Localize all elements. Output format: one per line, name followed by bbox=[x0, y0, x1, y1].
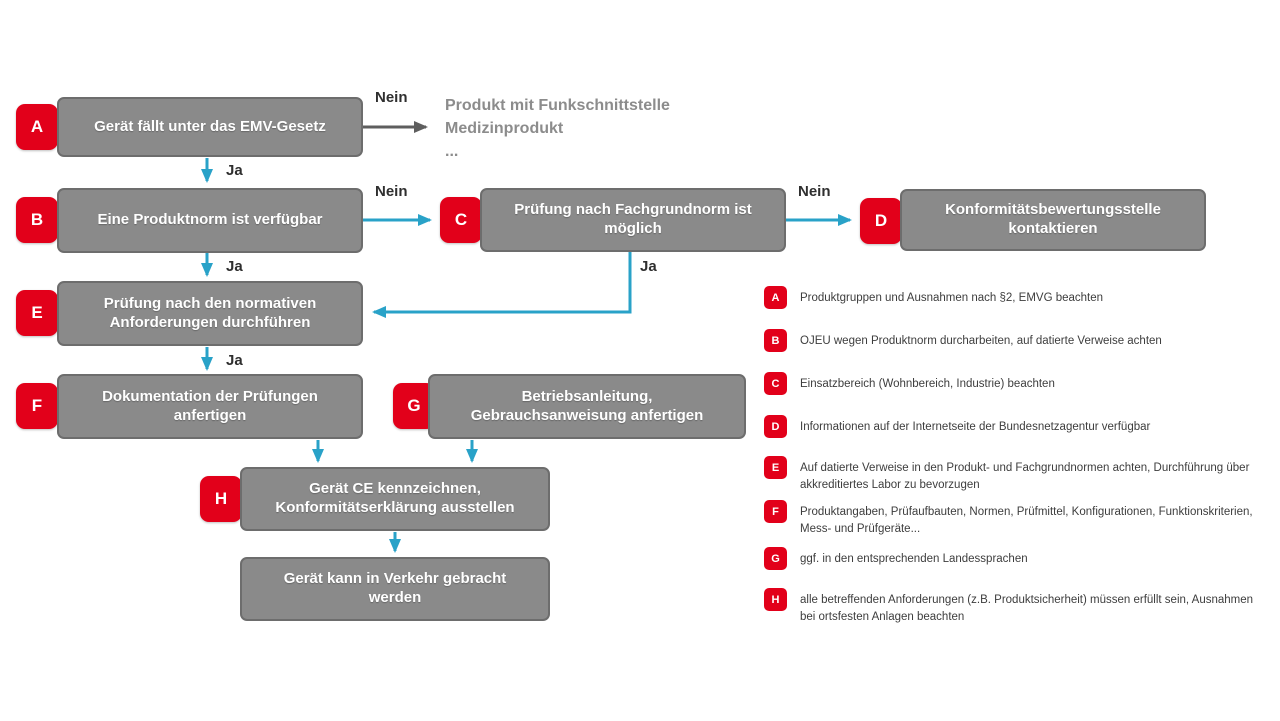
flow-node-e bbox=[57, 281, 363, 346]
legend-badge-h: H bbox=[764, 588, 787, 611]
badge-e: E bbox=[16, 290, 58, 336]
edge-label-c-ja: Ja bbox=[640, 258, 657, 275]
exit-note-line1: Produkt mit Funkschnittstelle bbox=[445, 97, 670, 114]
legend-text-h: alle betreffenden Anforderungen (z.B. Produktsicherheit) müssen erfüllt sein, Ausnahmen bei ortsfesten Anlagen beachten bbox=[800, 594, 1254, 623]
edge-label-c-nein: Nein bbox=[798, 183, 831, 200]
exit-note bbox=[445, 94, 670, 163]
flow-node-b bbox=[57, 188, 363, 253]
legend-badge-b: B bbox=[764, 329, 787, 352]
legend-text-a: Produktgruppen und Ausnahmen nach §2, EMVG beachten bbox=[800, 292, 1104, 304]
edge-label-a-nein: Nein bbox=[375, 89, 408, 106]
legend-item-f bbox=[764, 500, 1255, 537]
flow-node-e-label: Prüfung nach den normativen Anforderungen durchführen bbox=[103, 294, 317, 331]
legend-badge-d: D bbox=[764, 415, 787, 438]
flow-node-c bbox=[480, 188, 786, 252]
badge-f: F bbox=[16, 383, 58, 429]
legend-item-d bbox=[764, 415, 1150, 438]
legend-item-e bbox=[764, 456, 1255, 493]
flow-node-terminal bbox=[240, 557, 550, 621]
exit-note-line3: ... bbox=[445, 143, 459, 160]
edge-label-e-ja: Ja bbox=[226, 352, 243, 369]
legend-item-b bbox=[764, 329, 1162, 352]
flow-node-d bbox=[900, 189, 1206, 251]
legend-text-e: Auf datierte Verweise in den Produkt- und Fachgrundnormen achten, Durchführung über akkreditiertes Labor zu bevorzugen bbox=[800, 462, 1250, 491]
legend-badge-a: A bbox=[764, 286, 787, 309]
legend-item-g bbox=[764, 547, 1028, 570]
legend-text-g: ggf. in den entsprechenden Landessprachen bbox=[800, 553, 1028, 565]
flow-node-h bbox=[240, 467, 550, 531]
legend-item-h bbox=[764, 588, 1255, 625]
badge-c: C bbox=[440, 197, 482, 243]
legend-item-a bbox=[764, 286, 1103, 309]
flow-node-terminal-label: Gerät kann in Verkehr gebracht werden bbox=[283, 570, 507, 606]
flow-node-f bbox=[57, 374, 363, 439]
badge-h: H bbox=[200, 476, 242, 522]
legend-badge-e: E bbox=[764, 456, 787, 479]
flow-node-g bbox=[428, 374, 746, 439]
legend-badge-f: F bbox=[764, 500, 787, 523]
badge-g: G bbox=[393, 383, 435, 429]
legend-badge-g: G bbox=[764, 547, 787, 570]
flow-node-d-label: Konformitätsbewertungsstelle kontaktieren bbox=[945, 201, 1161, 237]
edge-label-b-ja: Ja bbox=[226, 258, 243, 275]
legend-text-c: Einsatzbereich (Wohnbereich, Industrie) beachten bbox=[800, 378, 1055, 390]
flow-node-g-label: Betriebsanleitung, Gebrauchsanweisung anfertigen bbox=[470, 387, 704, 424]
badge-b: B bbox=[16, 197, 58, 243]
legend-text-d: Informationen auf der Internetseite der Bundesnetzagentur verfügbar bbox=[800, 421, 1151, 433]
legend-item-c bbox=[764, 372, 1055, 395]
flow-node-c-label: Prüfung nach Fachgrundnorm ist möglich bbox=[514, 201, 752, 237]
flow-node-f-label: Dokumentation der Prüfungen anfertigen bbox=[102, 387, 318, 424]
legend-badge-c: C bbox=[764, 372, 787, 395]
flow-node-h-label: Gerät CE kennzeichnen, Konformitätserklärung ausstellen bbox=[275, 480, 515, 516]
edge-label-a-ja: Ja bbox=[226, 162, 243, 179]
flow-node-a-label: Gerät fällt unter das EMV-Gesetz bbox=[94, 117, 326, 135]
flow-node-b-label: Eine Produktnorm ist verfügbar bbox=[97, 211, 323, 229]
exit-note-line2: Medizinprodukt bbox=[445, 120, 564, 137]
badge-a: A bbox=[16, 104, 58, 150]
edge-c-ja-line bbox=[374, 252, 630, 312]
edge-label-b-nein: Nein bbox=[375, 183, 408, 200]
badge-d: D bbox=[860, 198, 902, 244]
legend-text-b: OJEU wegen Produktnorm durcharbeiten, auf datierte Verweise achten bbox=[800, 335, 1162, 347]
flow-node-a bbox=[57, 97, 363, 157]
legend-text-f: Produktangaben, Prüfaufbauten, Normen, Prüfmittel, Konfigurationen, Funktionskriterien, Mess- und Prüfgeräte... bbox=[800, 506, 1253, 535]
